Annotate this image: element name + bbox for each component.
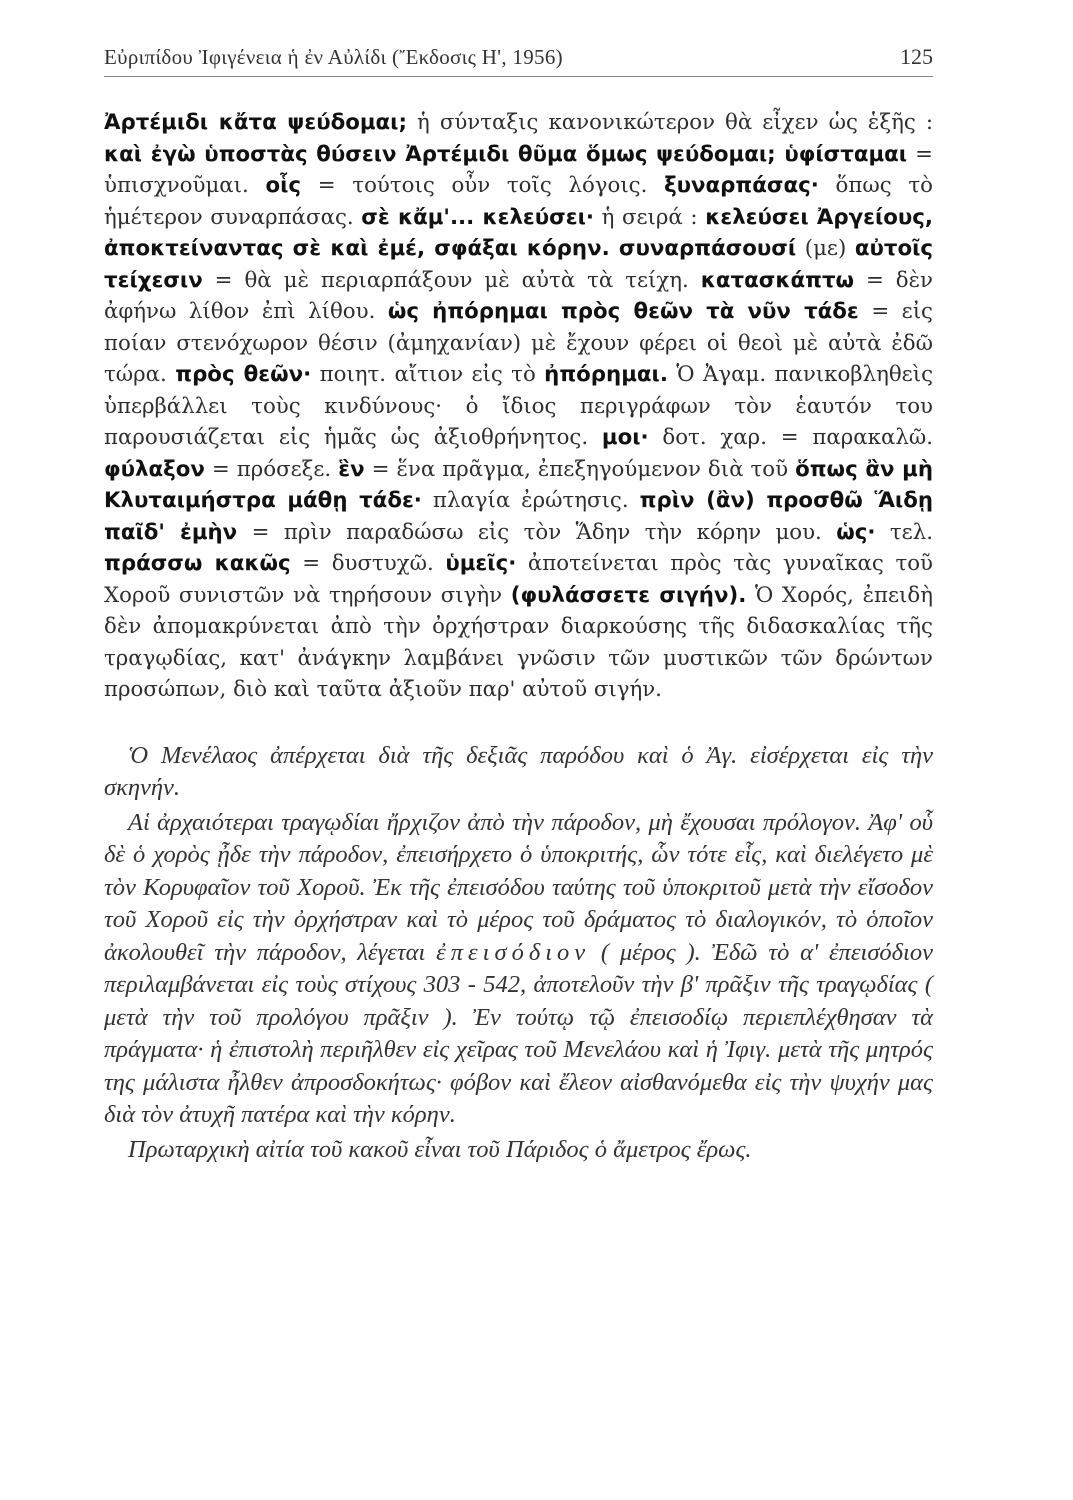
commentary-block bbox=[104, 107, 933, 706]
gloss-text: ἡ σειρά : bbox=[594, 204, 706, 230]
gloss-text: = εἰς ποίαν στενόχωρον θέσιν (ἀμηχανίαν) μὲ ἔχουν φέρει οἱ θεοὶ μὲ αὐτὰ ἐδῶ τώρα. bbox=[104, 299, 933, 387]
running-header bbox=[104, 44, 933, 77]
lemma: ὡς ἠπόρημαι πρὸς θεῶν τὰ νῦν τάδε bbox=[387, 299, 859, 324]
lemma: οἷς bbox=[265, 173, 302, 198]
lemma: ὅπως ἂν μὴ Κλυταιμήστρα μάθῃ τάδε· bbox=[104, 456, 933, 513]
gloss-text: = θὰ μὲ περιαρπάξουν μὲ αὐτὰ τὰ τείχη. bbox=[202, 267, 701, 293]
lemma: πρὶν (ἂν) προσθῶ Ἅιδῃ παῖδ' ἐμὴν bbox=[104, 488, 934, 545]
gloss-text: ποιητ. αἴτιον εἰς τὸ bbox=[311, 362, 545, 387]
lemma: κατασκάπτω bbox=[700, 267, 855, 293]
lemma: ὡς· bbox=[836, 519, 876, 545]
lemma: καὶ ἐγὼ ὑποστὰς θύσειν Ἀρτέμιδι θῦμα ὅμως ψεύδομαι; ὑφίσταμαι bbox=[104, 141, 908, 167]
gloss-text: = ἕνα πρᾶγμα, ἐπεξηγούμενον διὰ τοῦ bbox=[364, 456, 796, 482]
gloss-text: πλαγία ἐρώτησις. bbox=[421, 488, 640, 513]
lemma: ξυναρπάσας· bbox=[664, 173, 819, 198]
lemma: κελεύσει Ἀργείους, ἀποκτείναντας σὲ καὶ ἐμέ, σφάξαι κόρην. συναρπάσουσί bbox=[104, 204, 934, 261]
gloss-text: Ὁ Χορός, ἐπειδὴ δὲν ἀπομακρύνεται ἀπὸ τὴν ὀρχήστραν διαρκούσης τῆς διδασκαλίας τῆς τραγῳδίας, κατ' ἀνάγκην λαμβάνει γνῶσιν τῶν μυστικῶν τῶν δρώντων προσώπων, διὸ καὶ ταῦτα ἀξιοῦν παρ' αὐτοῦ σιγήν. bbox=[104, 582, 933, 702]
gloss-text: = ὑπισχνοῦμαι. bbox=[104, 141, 933, 198]
gloss-text: ἡ σύνταξις κανονικώτερον θὰ εἶχεν ὡς ἑξῆς : bbox=[406, 110, 933, 135]
lemma: ἓν bbox=[338, 456, 365, 482]
prose-text: ( μέρος ). Ἐδῶ τὸ α' ἐπεισόδιον περιλαμβάνεται εἰς τοὺς στίχους 303 - 542, ἀποτελοῦν τὴν β' πρᾶξιν τῆς τραγῳδίας ( μετὰ τὴν τοῦ προλόγου πρᾶξιν ). Ἐν τούτῳ τῷ ἐπεισοδίῳ περιεπλέχθησαν τὰ πράγματα· ἡ ἐπιστολὴ περιῆλθεν εἰς χεῖρας τοῦ Μενελάου καὶ ἡ Ἰφιγ. μετὰ τῆς μητρός της μάλιστα ἦλθεν ἀπροσδοκήτως· φόβον καὶ ἔλεον αἰσθανόμεθα εἰς τὴν ψυχήν μας διὰ τὸν ἀτυχῆ πατέρα καὶ τὴν κόρην. bbox=[104, 938, 933, 1128]
gloss-text: = πρόσεξε. bbox=[204, 456, 339, 482]
running-title: Εὐριπίδου Ἰφιγένεια ἡ ἐν Αὐλίδι (Ἔκδοσις Η', 1956) bbox=[104, 45, 563, 69]
gloss-text: τελ. bbox=[875, 519, 933, 545]
prose-paragraph bbox=[104, 807, 933, 1132]
lemma: σὲ κἄμ'... κελεύσει· bbox=[361, 204, 594, 230]
gloss-text: = τούτοις οὖν τοῖς λόγοις. bbox=[301, 173, 665, 198]
page-number: 125 bbox=[900, 44, 933, 69]
lemma: Ἀρτέμιδι κἄτα ψεύδομαι; bbox=[104, 110, 407, 135]
lemma: φύλαξον bbox=[104, 456, 205, 482]
lemma: ὑμεῖς· bbox=[445, 551, 517, 576]
lemma: ἠπόρημαι. bbox=[544, 362, 668, 387]
prose-block bbox=[104, 740, 933, 1167]
lemma: πράσσω κακῶς bbox=[104, 551, 291, 576]
gloss-text: ἀποτείνεται πρὸς τὰς γυναῖκας τοῦ Χοροῦ συνιστῶν νὰ τηρήσουν σιγὴν bbox=[104, 551, 933, 608]
gloss-text: (με) bbox=[796, 236, 855, 261]
gloss-text: = δυστυχῶ. bbox=[290, 551, 446, 576]
gloss-text: = δὲν ἀφήνω λίθον ἐπὶ λίθου. bbox=[104, 267, 933, 324]
gloss-text: Ὁ Ἀγαμ. πανικοβληθεὶς ὑπερβάλλει τοὺς κινδύνους· ὁ ἴδιος περιγράφων τὸν ἑαυτόν του παρουσιάζεται εἰς ἡμᾶς ὡς ἀξιοθρήνητος. bbox=[104, 362, 933, 450]
lemma: πρὸς θεῶν· bbox=[175, 362, 312, 387]
gloss-text: δοτ. χαρ. = παρακαλῶ. bbox=[648, 425, 934, 450]
gloss-text: = πρὶν παραδώσω εἰς τὸν Ἅδην τὴν κόρην μου. bbox=[237, 519, 837, 545]
gloss-text: ὅπως τὸ ἡμέτερον συναρπάσας. bbox=[104, 173, 933, 230]
lemma: αὐτοῖς τείχεσιν bbox=[104, 236, 934, 293]
prose-text: Αἱ ἀρχαιότεραι τραγῳδίαι ἤρχιζον ἀπὸ τὴν πάροδον, μὴ ἔχουσαι πρόλογον. Ἀφ' οὗ δὲ ὁ χορὸς ᾖδε τὴν πάροδον, ἐπεισήρχετο ὁ ὑποκριτής, ὧν τότε εἷς, καὶ διελέγετο μὲ τὸν Κορυφαῖον τοῦ Χοροῦ. Ἐκ τῆς ἐπεισόδου ταύτης τοῦ ὑποκριτοῦ μετὰ τὴν εἴσοδον τοῦ Χοροῦ εἰς τὴν ὀρχήστραν καὶ τὸ μέρος τοῦ δράματος τὸ διαλογικόν, τὸ ὁποῖον ἀκολουθεῖ τὴν πάροδον, λέγεται bbox=[104, 808, 933, 966]
lemma: μοι· bbox=[601, 425, 649, 450]
lemma: (φυλάσσετε σιγήν). bbox=[510, 582, 747, 608]
spaced-term: ἐπεισόδιον bbox=[436, 938, 591, 966]
prose-paragraph: Πρωταρχικὴ αἰτία τοῦ κακοῦ εἶναι τοῦ Πάριδος ὁ ἄμετρος ἔρως. bbox=[128, 1135, 752, 1163]
prose-paragraph: Ὁ Μενέλαος ἀπέρχεται διὰ τῆς δεξιᾶς παρόδου καὶ ὁ Ἀγ. εἰσέρχεται εἰς τὴν σκηνήν. bbox=[104, 741, 933, 801]
